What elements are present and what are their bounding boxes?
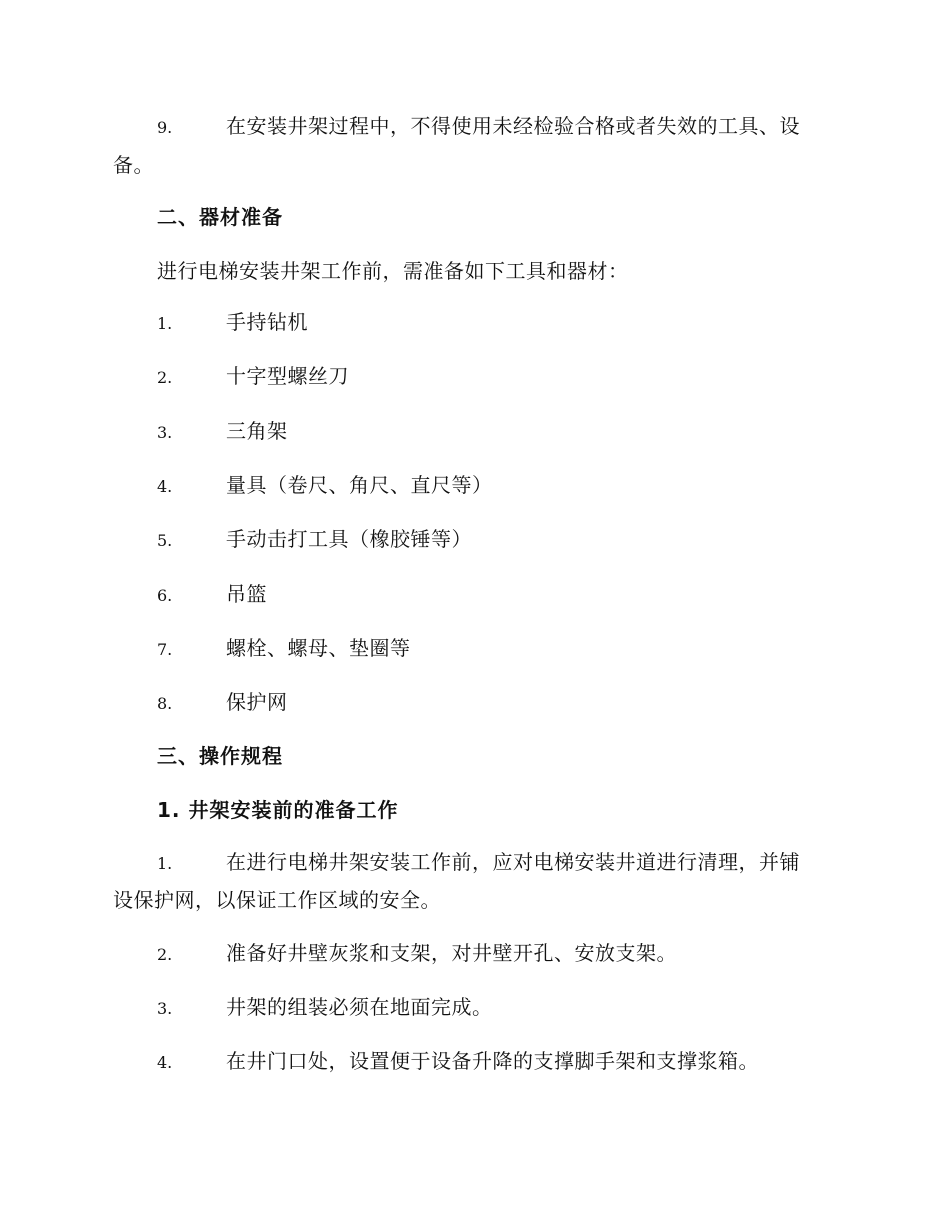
list-number: 6. [157,586,173,605]
list-number: 7. [157,640,173,659]
list-number: 1. [157,854,173,873]
list-item-text: 螺栓、螺母、垫圈等 [226,636,411,660]
subsection-heading: 1. 井架安装前的准备工作 [157,798,399,822]
list-item-continuation: 设保护网，以保证工作区域的安全。 [113,888,441,912]
list-number: 4. [157,1053,173,1072]
list-number: 2. [157,368,173,387]
list-item-text: 手动击打工具（橡胶锤等） [226,527,472,551]
list-number: 1. [157,314,173,333]
list-number: 9. [157,118,173,137]
list-number: 3. [157,999,173,1018]
list-number: 8. [157,694,173,713]
list-item-text: 吊篮 [226,582,267,606]
list-item-text: 十字型螺丝刀 [226,364,349,388]
list-number: 2. [157,945,173,964]
section-heading: 二、器材准备 [157,205,283,229]
list-item-text: 量具（卷尺、角尺、直尺等） [226,473,493,497]
list-item-text: 保护网 [226,690,288,714]
list-item-text: 井架的组装必须在地面完成。 [226,995,493,1019]
section-heading: 三、操作规程 [157,744,283,768]
intro-paragraph: 进行电梯安装井架工作前，需准备如下工具和器材： [157,259,629,283]
list-item-text: 手持钻机 [226,310,308,334]
list-item-continuation: 备。 [113,153,154,177]
list-number: 5. [157,531,173,550]
list-item-text: 在井门口处，设置便于设备升降的支撑脚手架和支撑浆箱。 [226,1049,759,1073]
list-item-text: 准备好井壁灰浆和支架，对井壁开孔、安放支架。 [226,941,677,965]
list-item-text: 在进行电梯井架安装工作前，应对电梯安装井道进行清理，并铺 [226,850,800,874]
list-number: 3. [157,423,173,442]
list-item-text: 在安装井架过程中，不得使用未经检验合格或者失效的工具、设 [226,114,800,138]
list-number: 4. [157,477,173,496]
list-item-text: 三角架 [226,419,288,443]
